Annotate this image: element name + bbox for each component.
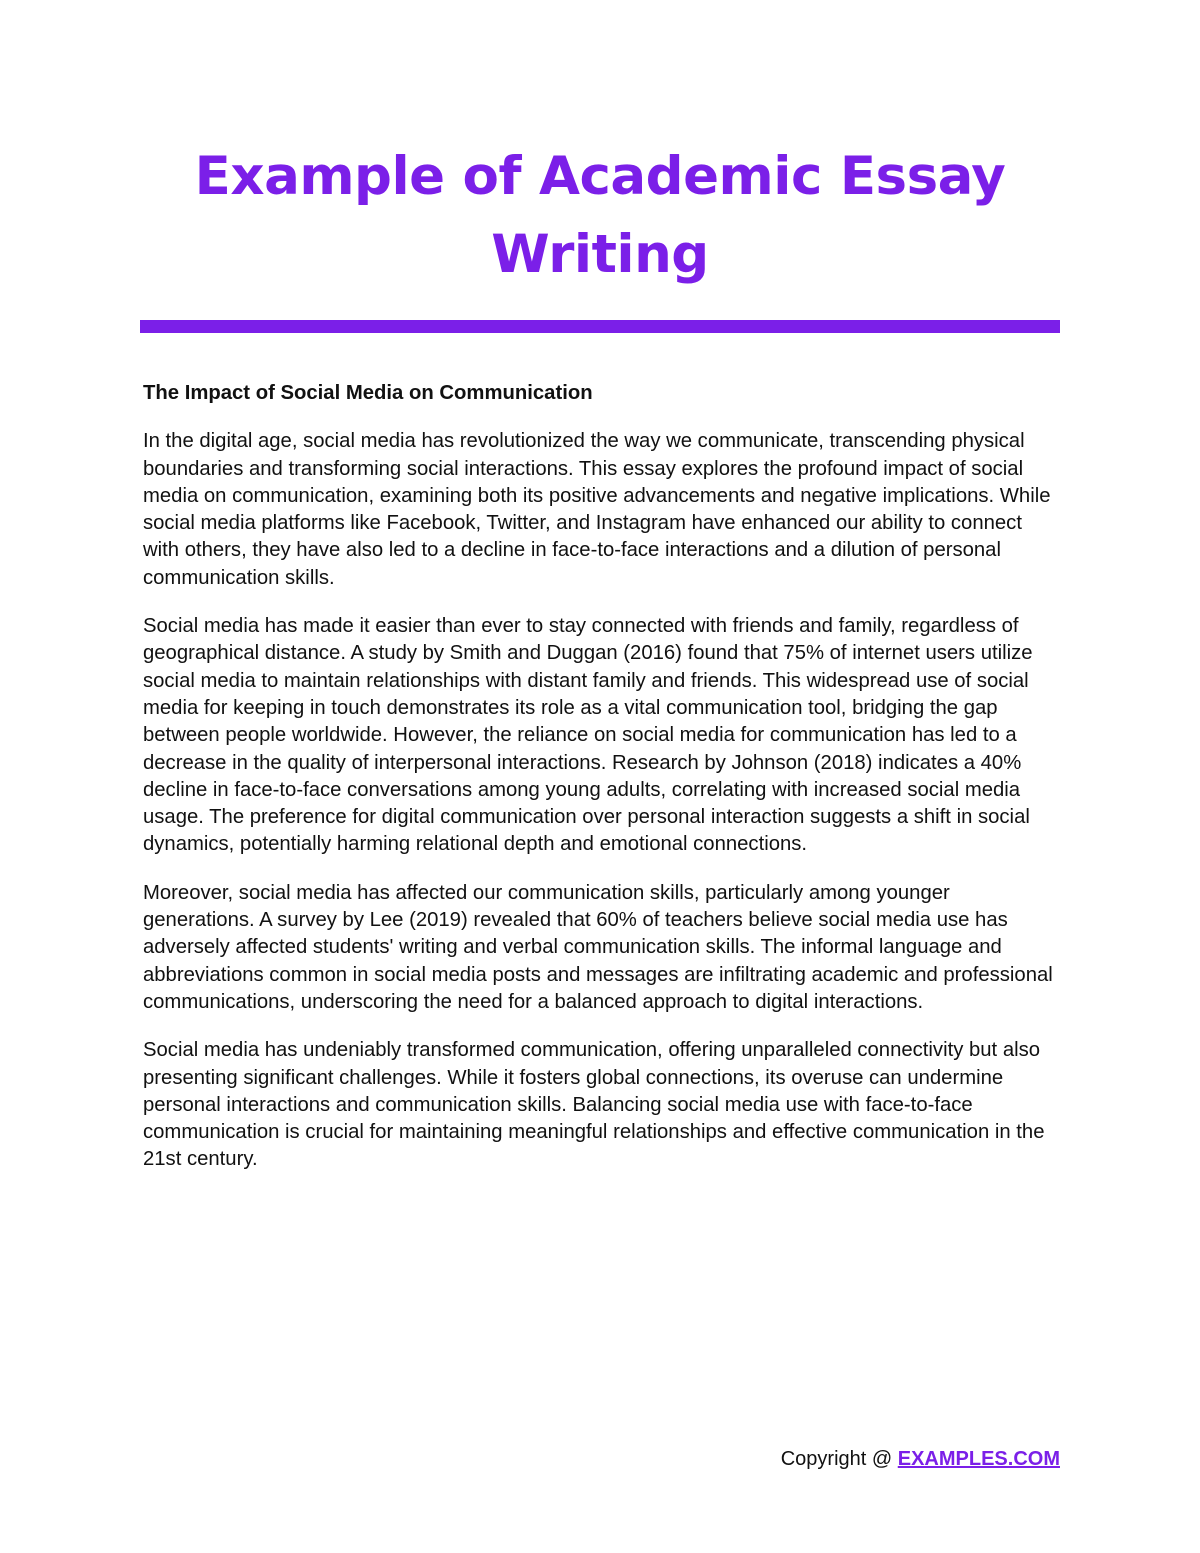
essay-paragraph-connectivity: Social media has made it easier than ever to stay connected with friends and family, regardless of geographical distance. A study by Smith and Duggan (2016) found that 75% of internet users utilize social media to maintain relationships with distant family and friends. This widespread use of social media for keeping in touch demonstrates its role as a vital communication tool, bridging the gap between people worldwide. However, the reliance on social media for communication has led to a decrease in the quality of interpersonal interactions. Research by Johnson (2018) indicates a 40% decline in face-to-face conversations among young adults, correlating with increased social media usage. The preference for digital communication over personal interaction suggests a shift in social dynamics, potentially harming relational depth and emotional connections. (143, 615, 1033, 856)
copyright-footer (781, 1445, 1060, 1473)
title-divider (140, 320, 1060, 333)
page-title: Example of Academic Essay Writing (194, 146, 1006, 285)
examples-com-link[interactable]: EXAMPLES.COM (897, 1448, 1060, 1470)
copyright-label: Copyright @ (780, 1448, 898, 1470)
essay-paragraph-conclusion: Social media has undeniably transformed communication, offering unparalleled connectivity but also presenting significant challenges. While it fosters global connections, its overuse can undermine personal interactions and communication skills. Balancing social media use with face-to-face communication is crucial for maintaining meaningful relationships and effective communication in the 21st century. (143, 1039, 1045, 1171)
essay-body (143, 380, 1063, 1195)
essay-paragraph-intro: In the digital age, social media has revolutionized the way we communicate, transcending physical boundaries and transforming social interactions. This essay explores the profound impact of social media on communication, examining both its positive advancements and negative implications. While social media platforms like Facebook, Twitter, and Instagram have enhanced our ability to connect with others, they have also led to a decline in face-to-face interactions and a dilution of personal communication skills. (143, 430, 1051, 589)
essay-paragraph-skills: Moreover, social media has affected our communication skills, particularly among younger generations. A survey by Lee (2019) revealed that 60% of teachers believe social media use has adversely affected students' writing and verbal communication skills. The informal language and abbreviations common in social media posts and messages are infiltrating academic and professional communications, underscoring the need for a balanced approach to digital interactions. (143, 881, 1053, 1013)
essay-heading: The Impact of Social Media on Communication (143, 382, 593, 404)
